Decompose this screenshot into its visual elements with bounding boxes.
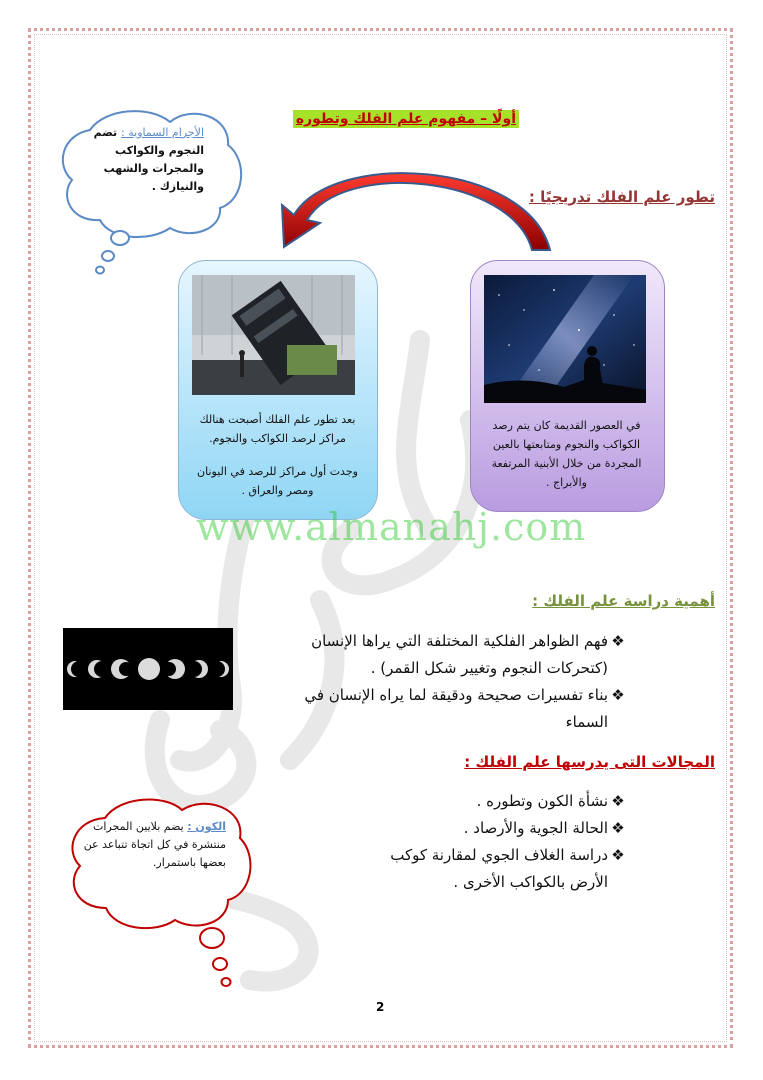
fields-item-2: الحالة الجوية والأرصاد . [463,819,608,837]
list-item [356,815,628,842]
cloud-bottom-definition: يضم بلايين المجرات منتشرة في كل اتجاة تتباعد عن بعضها باستمرار. [83,820,226,869]
list-item [356,842,628,896]
cloud-top-definition: تضم النجوم والكواكب والمجرات والشهب والنيازك . [93,126,204,193]
page-title: أولًا – مفهوم علم الفلك وتطوره [293,110,519,128]
milky-way-image [484,275,646,403]
box-new-text-2: وجدت أول مراكز للرصد في اليونان ومصر والعراق . [197,465,358,497]
importance-list [262,628,628,736]
box-ancient-text: في العصور القديمة كان يتم رصد الكواكب والنجوم ومتابعتها بالعين المجردة من خلال الأبنية المرتفعة والأبراج . [491,419,642,489]
importance-item-2: بناء تفسيرات صحيحة ودقيقة لما يراه الإنسان في السماء [304,686,608,731]
section-importance-heading: أهمية دراسة علم الفلك : [532,592,715,610]
bullet-icon: ❖ [611,846,625,864]
list-item [262,628,628,682]
page-number: 2 [376,1000,385,1014]
arrow-curved-icon [262,165,562,265]
bullet-icon: ❖ [611,792,625,810]
fields-list [356,788,628,896]
cloud-top-text [84,124,204,196]
bullet-icon: ❖ [611,632,625,650]
watermark-url: www.almanahj.com [196,505,587,549]
telescope-image [192,275,355,395]
moon-phases-image [63,628,233,710]
list-item [356,788,628,815]
cloud-bottom-term: الكون : [187,820,226,833]
fields-item-1: نشأة الكون وتطوره . [476,792,608,810]
bullet-icon: ❖ [611,819,625,837]
list-item [262,682,628,736]
box-new-text-1: بعد تطور علم الفلك أصبحت هنالك مراكز لرصد الكواكب والنجوم. [199,413,356,445]
section-fields-heading: المجالات التى يدرسها علم الفلك : [464,753,715,771]
bullet-icon: ❖ [611,686,625,704]
cloud-bottom-text [76,818,226,872]
importance-item-1: فهم الظواهر الفلكية المختلفة التي يراها الإنسان (كتحركات النجوم وتغيير شكل القمر) . [311,632,608,677]
page-title-wrap [293,108,519,127]
fields-item-3: دراسة الغلاف الجوي لمقارنة كوكب الأرض بالكواكب الأخرى . [390,846,608,891]
cloud-top-term: الأجرام السماوية : [121,126,204,139]
section-development-heading: تطور علم الفلك تدريجيًا : [528,188,715,206]
